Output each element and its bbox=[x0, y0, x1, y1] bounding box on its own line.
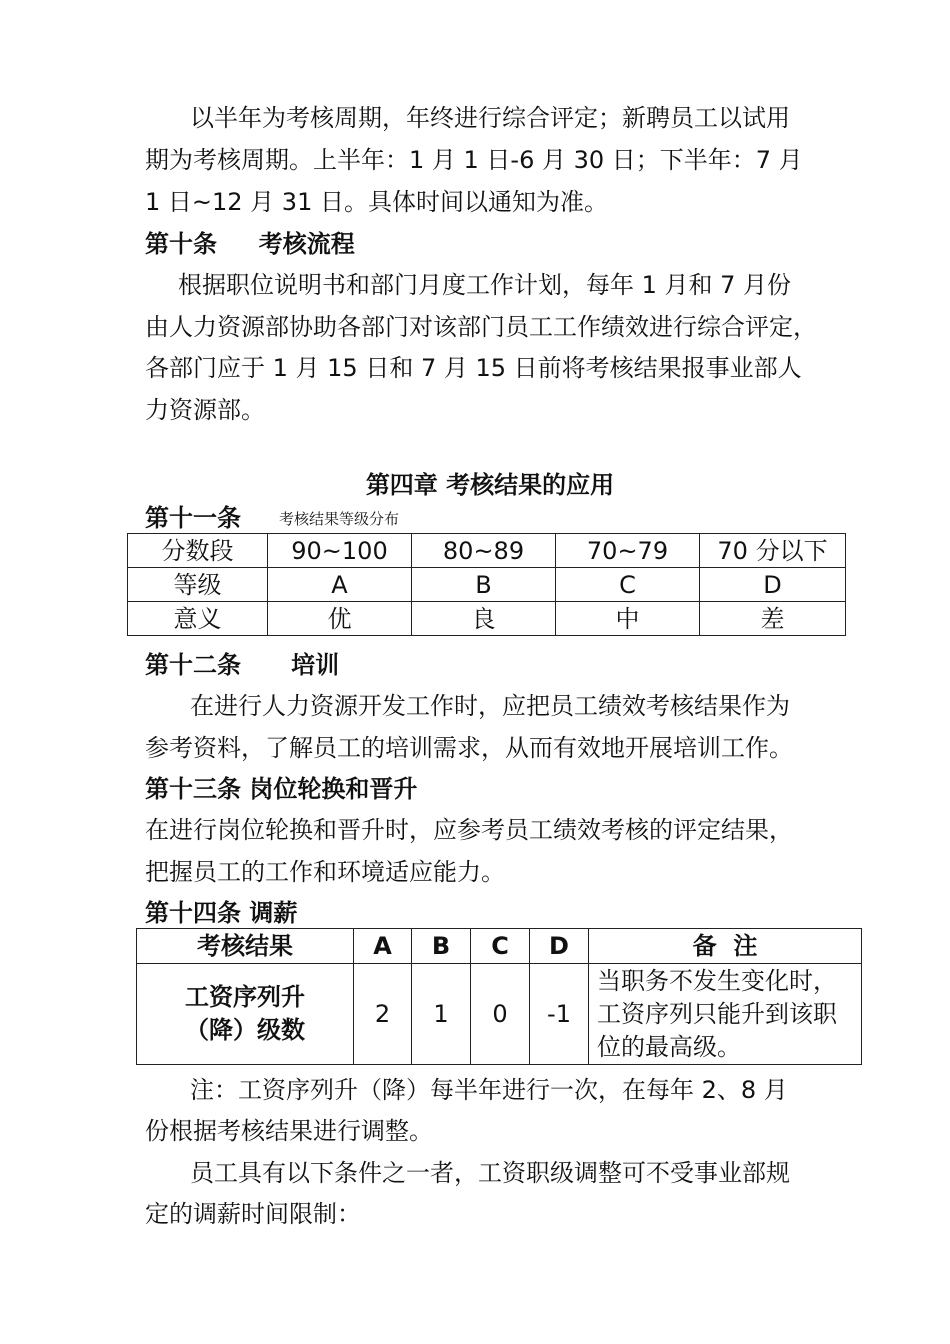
remark-line3: 位的最高级。 bbox=[597, 1032, 741, 1061]
article-13-title: 第十三条 岗位轮换和晋升 bbox=[145, 775, 418, 803]
article-12-title: 第十二条 培训 bbox=[145, 651, 340, 679]
article-13-line1: 在进行岗位轮换和晋升时，应参考员工绩效考核的评定结果， bbox=[145, 816, 793, 844]
note-line1: 注：工资序列升（降）每半年进行一次，在每年 2、8 月 bbox=[190, 1076, 788, 1104]
note-line2: 份根据考核结果进行调整。 bbox=[145, 1117, 433, 1145]
table-cell: -1 bbox=[530, 964, 589, 1065]
table-cell: 2 bbox=[354, 964, 412, 1065]
table-cell: 等级 bbox=[128, 568, 268, 602]
grade-table-caption: 考核结果等级分布 bbox=[279, 510, 400, 528]
para1-line3: 1 日~12 月 31 日。具体时间以通知为准。 bbox=[145, 188, 608, 216]
table-cell: 分数段 bbox=[128, 534, 268, 568]
conditions-line1: 员工具有以下条件之一者，工资职级调整可不受事业部规 bbox=[190, 1159, 790, 1187]
article-13-line2: 把握员工的工作和环境适应能力。 bbox=[145, 858, 505, 886]
remark-line2: 工资序列只能升到该职 bbox=[597, 999, 837, 1028]
salary-adjustment-table bbox=[136, 928, 862, 1065]
row-label-line2: （降）级数 bbox=[185, 1016, 305, 1044]
row-label-line1: 工资序列升 bbox=[185, 983, 305, 1011]
table-header-cell: D bbox=[530, 929, 589, 964]
table-cell: B bbox=[412, 568, 556, 602]
article-11-title-row bbox=[145, 503, 399, 534]
article-12-line2: 参考资料，了解员工的培训需求，从而有效地开展培训工作。 bbox=[145, 734, 793, 762]
table-header-cell: A bbox=[354, 929, 412, 964]
article-12-line1: 在进行人力资源开发工作时，应把员工绩效考核结果作为 bbox=[190, 692, 790, 720]
table-cell: 70~79 bbox=[556, 534, 700, 568]
table-cell: 80~89 bbox=[412, 534, 556, 568]
table-header-cell: C bbox=[471, 929, 530, 964]
table-header-row bbox=[137, 929, 862, 964]
article-11-title: 第十一条 bbox=[145, 504, 241, 532]
table-row bbox=[128, 568, 846, 602]
table-cell: 意义 bbox=[128, 602, 268, 636]
grade-distribution-table bbox=[127, 533, 846, 636]
table-cell: A bbox=[268, 568, 412, 602]
table-row bbox=[128, 534, 846, 568]
conditions-line2: 定的调薪时间限制： bbox=[145, 1200, 361, 1228]
table-cell: C bbox=[556, 568, 700, 602]
remark-cell bbox=[589, 964, 862, 1065]
table-header-cell: 考核结果 bbox=[137, 929, 354, 964]
table-row bbox=[128, 602, 846, 636]
table-header-cell: B bbox=[412, 929, 471, 964]
article-10-title: 第十条 考核流程 bbox=[145, 230, 355, 258]
row-label-cell bbox=[137, 964, 354, 1065]
table-cell: 1 bbox=[412, 964, 471, 1065]
article-10-line1: 根据职位说明书和部门月度工作计划，每年 1 月和 7 月份 bbox=[178, 271, 792, 299]
remark-line1: 当职务不发生变化时， bbox=[597, 966, 837, 995]
table-cell: 0 bbox=[471, 964, 530, 1065]
table-row bbox=[137, 964, 862, 1065]
chapter-4-heading: 第四章 考核结果的应用 bbox=[365, 471, 615, 499]
table-header-cell: 备 注 bbox=[589, 929, 862, 964]
table-cell: 70 分以下 bbox=[700, 534, 846, 568]
article-10-line2: 由人力资源部协助各部门对该部门员工工作绩效进行综合评定， bbox=[145, 313, 817, 341]
table-cell: 良 bbox=[412, 602, 556, 636]
article-10-line4: 力资源部。 bbox=[145, 396, 265, 424]
article-10-line3: 各部门应于 1 月 15 日和 7 月 15 日前将考核结果报事业部人 bbox=[145, 354, 802, 382]
para1-line2: 期为考核周期。上半年：1 月 1 日-6 月 30 日；下半年：7 月 bbox=[145, 146, 803, 174]
table-cell: 90~100 bbox=[268, 534, 412, 568]
table-cell: D bbox=[700, 568, 846, 602]
table-cell: 优 bbox=[268, 602, 412, 636]
table-cell: 中 bbox=[556, 602, 700, 636]
article-14-title: 第十四条 调薪 bbox=[145, 899, 298, 927]
table-cell: 差 bbox=[700, 602, 846, 636]
para1-line1: 以半年为考核周期，年终进行综合评定；新聘员工以试用 bbox=[190, 104, 790, 132]
